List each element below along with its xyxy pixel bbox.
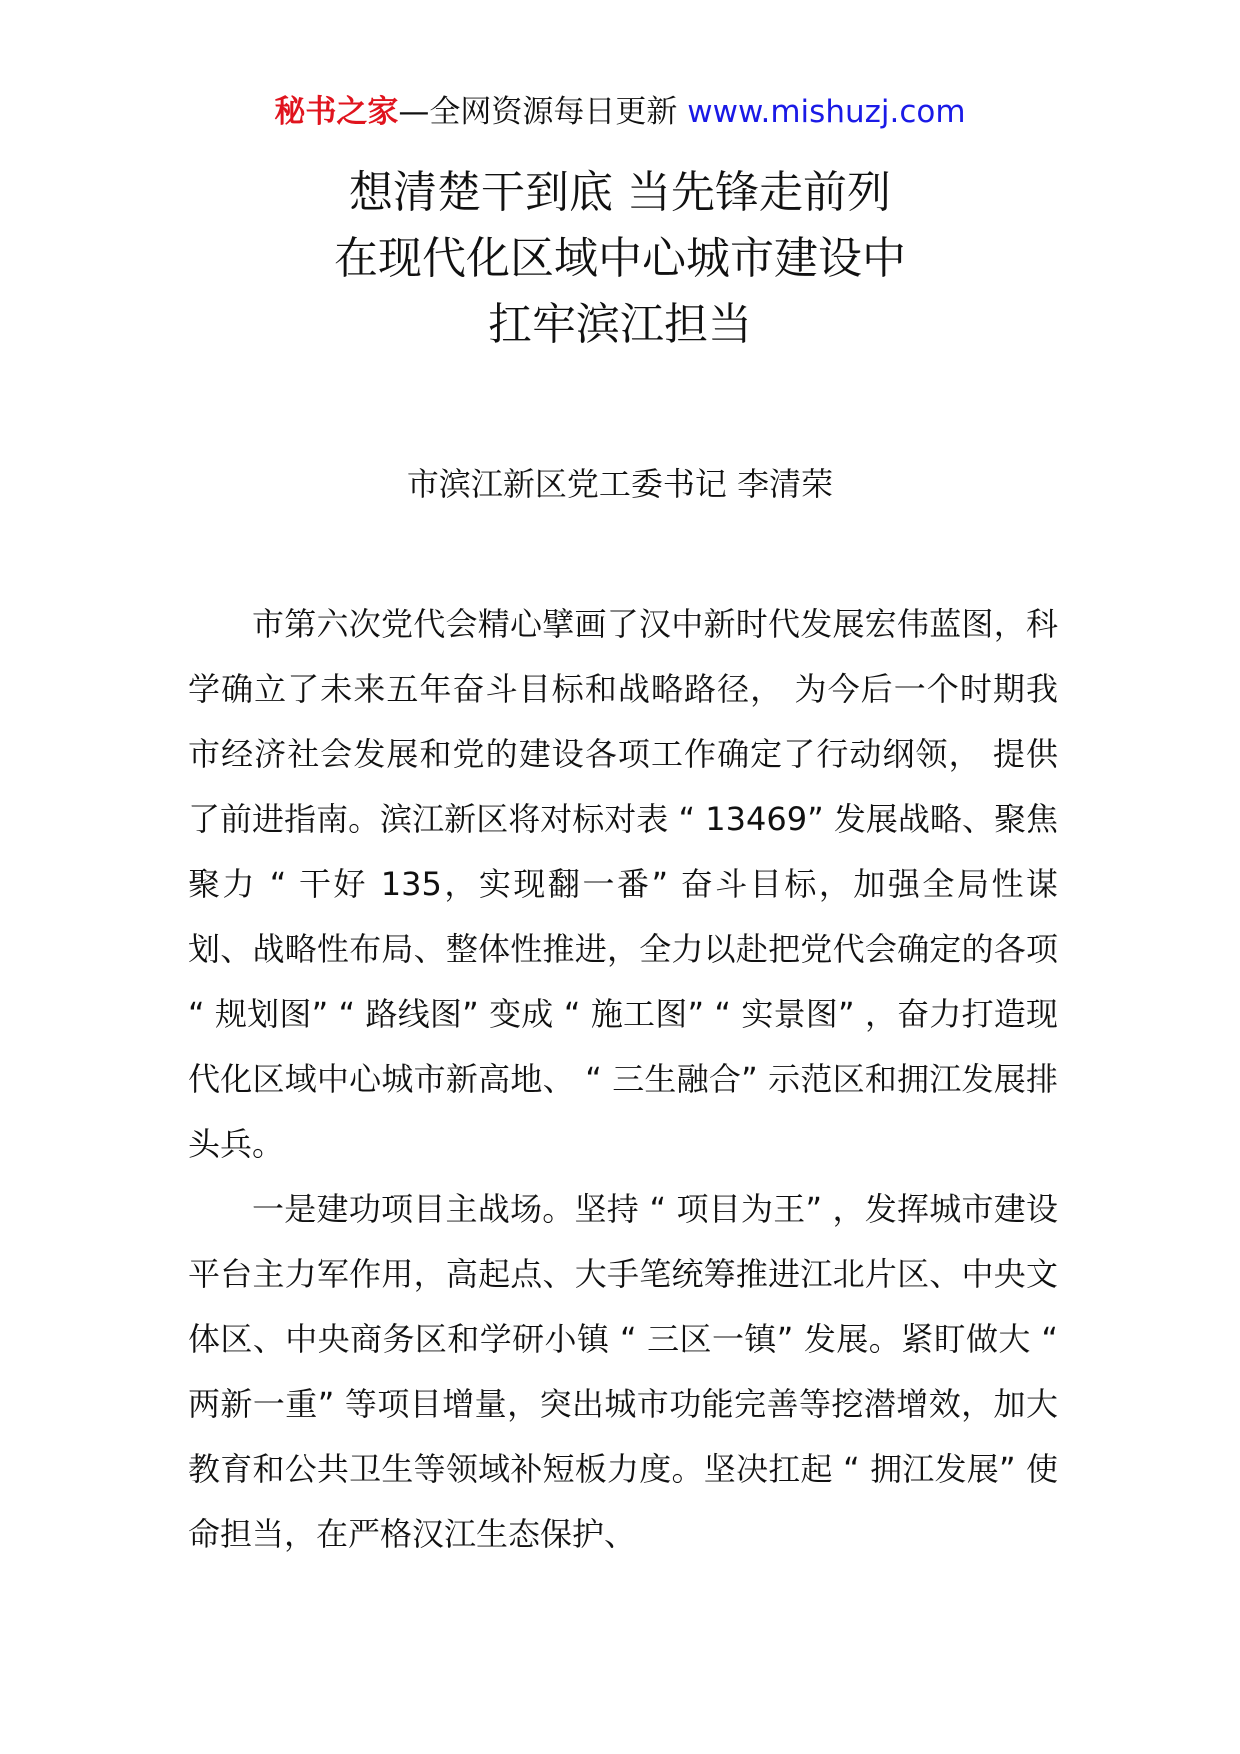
paragraph-point-one: 一是建功项目主战场。坚持 “ 项目为王” ，发挥城市建设平台主力军作用，高起点、大手笔统筹推进江北片区、中央文体区、中央商务区和学研小镇 “ 三区一镇” 发展。紧盯做大 “ 两新一重” 等项目增量，突出城市功能完善等挖潜增效，加大教育和公共卫生等领域补短板力度。坚决扛起 “ 拥江发展” 使命担当，在严格汉江生态保护、 <box>188 1190 1058 1553</box>
site-url-link[interactable]: www.mishuzj.com <box>687 94 966 130</box>
brand-name: 秘书之家 <box>274 94 399 130</box>
title-line-3: 扛牢滨江担当 <box>488 299 752 350</box>
site-banner <box>0 92 1240 132</box>
banner-tagline: —全网资源每日更新 <box>398 94 678 130</box>
author-byline: 市滨江新区党工委书记 李清荣 <box>406 465 834 503</box>
paragraph-intro: 市第六次党代会精心擘画了汉中新时代发展宏伟蓝图，科学确立了未来五年奋斗目标和战略路径， 为今后一个时期我市经济社会发展和党的建设各项工作确定了行动纲领， 提供了前进指南。滨江新区将对标对表 “ 13469” 发展战略、聚焦聚力 “ 干好 135，实现翻一番” 奋斗目标，加强全局性谋划、战略性布局、整体性推进，全力以赴把党代会确定的各项 “ 规划图” “ 路线图” 变成 “ 施工图” “ 实景图” ，奋力打造现代化区域中心城市新高地、 “ 三生融合” 示范区和拥江发展排头兵。 <box>188 605 1058 1163</box>
document-body <box>188 592 1058 1567</box>
title-line-1: 想清楚干到底 当先锋走前列 <box>349 167 891 218</box>
title-line-2: 在现代化区域中心城市建设中 <box>334 233 906 284</box>
document-title <box>0 160 1240 358</box>
